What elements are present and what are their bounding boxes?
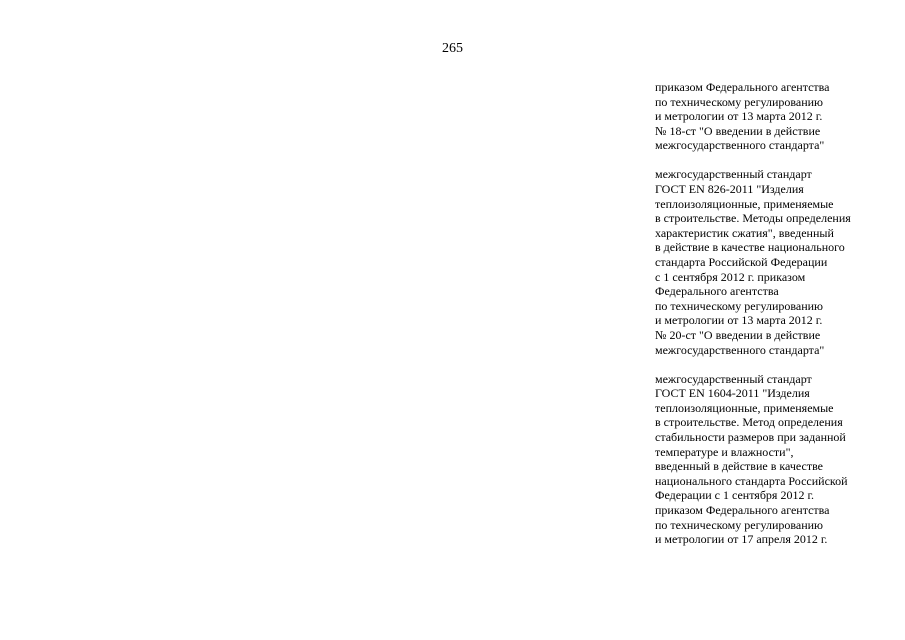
text-line: в действие в качестве национального <box>655 240 845 255</box>
text-line: в строительстве. Методы определения <box>655 211 851 226</box>
text-line: по техническому регулированию <box>655 94 824 109</box>
text-line: с 1 сентября 2012 г. приказом <box>655 269 806 284</box>
text-line: межгосударственного стандарта" <box>655 138 825 153</box>
text-line: теплоизоляционные, применяемые <box>655 400 834 415</box>
text-line: межгосударственного стандарта" <box>655 342 825 357</box>
text-line: приказом Федерального агентства <box>655 503 830 518</box>
text-line: ГОСТ EN 826-2011 "Изделия <box>655 182 804 197</box>
text-column <box>655 80 895 561</box>
text-block <box>655 167 895 357</box>
text-line: стандарта Российской Федерации <box>655 255 828 270</box>
text-line: межгосударственный стандарт <box>655 167 812 182</box>
text-line: Федерации с 1 сентября 2012 г. <box>655 488 815 503</box>
text-line: стабильности размеров при заданной <box>655 430 846 445</box>
text-line: введенный в действие в качестве <box>655 459 824 474</box>
text-block <box>655 80 895 153</box>
text-line: межгосударственный стандарт <box>655 371 812 386</box>
text-line: по техническому регулированию <box>655 517 824 532</box>
text-line: и метрологии от 17 апреля 2012 г. <box>655 532 828 547</box>
text-line: приказом Федерального агентства <box>655 80 830 94</box>
page-number: 265 <box>442 41 463 56</box>
text-line: ГОСТ EN 1604-2011 "Изделия <box>655 386 810 401</box>
text-line: № 18-ст "О введении в действие <box>655 123 821 138</box>
text-line: в строительстве. Метод определения <box>655 415 843 430</box>
text-line: по техническому регулированию <box>655 298 824 313</box>
text-block <box>655 372 895 547</box>
text-line: температуре и влажности", <box>655 444 794 459</box>
text-line: Федерального агентства <box>655 284 779 299</box>
text-line: характеристик сжатия", введенный <box>655 225 834 240</box>
text-line: № 20-ст "О введении в действие <box>655 328 821 342</box>
text-line: и метрологии от 13 марта 2012 г. <box>655 313 823 328</box>
text-line: теплоизоляционные, применяемые <box>655 196 834 211</box>
text-line: и метрологии от 13 марта 2012 г. <box>655 109 823 124</box>
text-line: национального стандарта Российской <box>655 473 848 488</box>
